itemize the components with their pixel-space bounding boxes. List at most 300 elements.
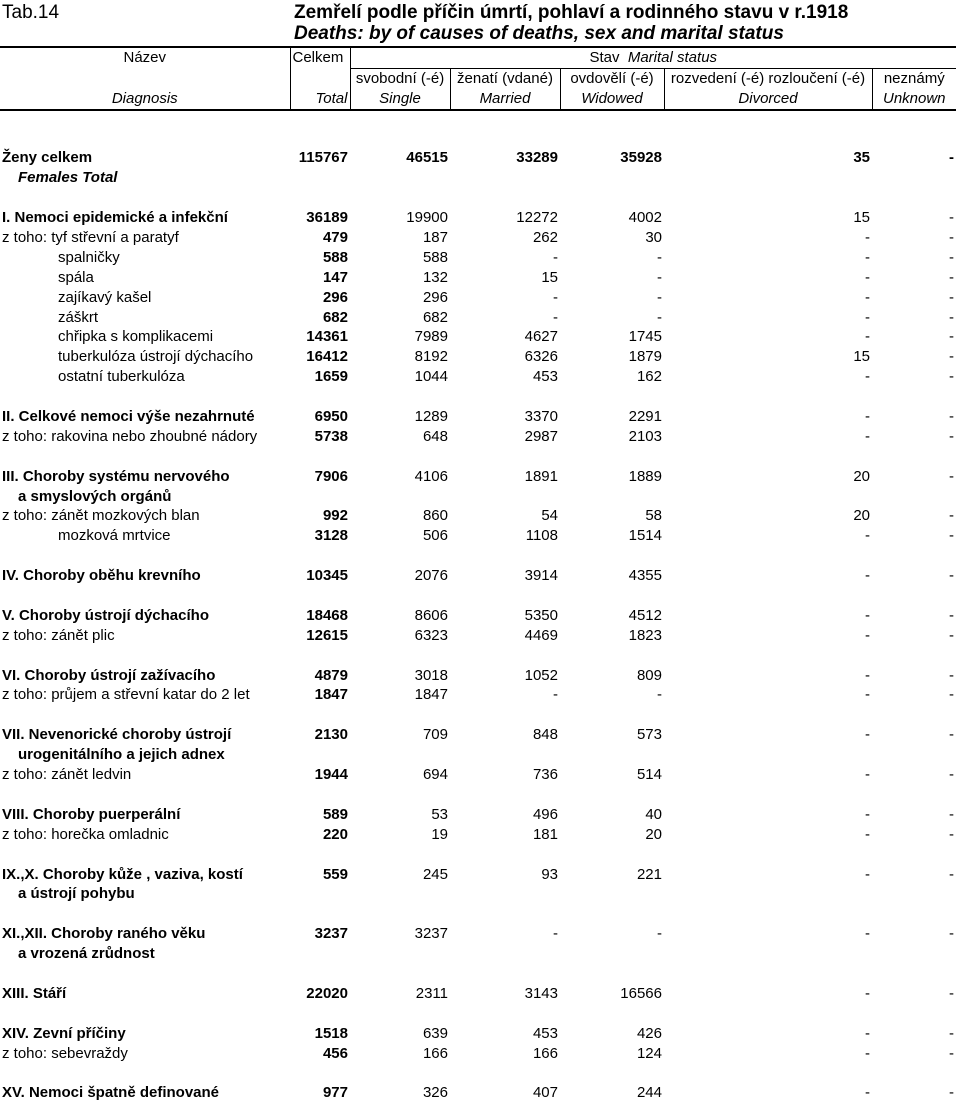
row-label: VIII. Choroby puerperální <box>2 805 181 823</box>
cell-single: 4106 <box>414 467 448 485</box>
cell-unknown: - <box>949 467 954 485</box>
table-row <box>0 307 956 327</box>
cell-married: - <box>553 925 558 943</box>
cell-widowed: 4512 <box>628 606 662 624</box>
header-stav <box>350 47 956 69</box>
cell-divorced <box>664 944 872 964</box>
cell-unknown <box>872 486 956 506</box>
cell-widowed: 2291 <box>628 408 662 426</box>
row-label: a smyslových orgánů <box>18 487 172 505</box>
row-label: tuberkulóza ústrojí dýchacího <box>58 348 254 366</box>
total-row-english <box>0 168 956 188</box>
cell-unknown: - <box>949 984 954 1002</box>
total-value-married: 33289 <box>516 149 558 167</box>
cell-married <box>450 944 560 964</box>
table-row <box>0 884 956 904</box>
cell-unknown: - <box>949 726 954 744</box>
cell-single: 1289 <box>414 408 448 426</box>
cell-unknown: - <box>949 1084 954 1102</box>
cell-widowed: 30 <box>645 229 662 246</box>
table-row <box>0 804 956 824</box>
row-label: a vrozená zrůdnost <box>18 945 155 963</box>
cell-married: 4627 <box>524 328 558 346</box>
cell-divorced: - <box>865 1024 870 1042</box>
cell-total <box>290 486 350 506</box>
cell-single: 296 <box>422 288 448 306</box>
cell-divorced: - <box>865 925 870 943</box>
cell-divorced: 15 <box>853 209 870 227</box>
cell-total: 220 <box>322 825 348 843</box>
row-label: spalničky <box>58 248 120 266</box>
cell-widowed <box>560 745 664 765</box>
cell-married: - <box>553 248 558 266</box>
cell-widowed <box>560 486 664 506</box>
cell-divorced: - <box>865 229 870 246</box>
header-married: Married <box>450 89 560 110</box>
table-number: Tab.14 <box>2 2 60 23</box>
row-label: VI. Choroby ústrojí zažívacího <box>2 666 216 684</box>
cell-divorced: - <box>865 626 870 644</box>
table-row <box>0 983 956 1003</box>
row-label: V. Choroby ústrojí dýchacího <box>2 606 209 624</box>
cell-married: 453 <box>532 1024 558 1042</box>
row-label: IV. Choroby oběhu krevního <box>2 567 201 585</box>
table-row <box>0 665 956 685</box>
header-single: Single <box>350 89 450 110</box>
cell-total: 456 <box>322 1044 348 1062</box>
cell-widowed: 1879 <box>628 348 662 366</box>
cell-divorced: 20 <box>853 467 870 485</box>
cell-total: 10345 <box>306 567 348 585</box>
cell-single: 6323 <box>414 626 448 644</box>
cell-single: 3237 <box>414 925 448 943</box>
total-value-widowed: 35928 <box>620 149 662 167</box>
table-row <box>0 824 956 844</box>
row-label: z toho: průjem a střevní katar do 2 let <box>2 686 250 704</box>
cell-unknown: - <box>949 427 954 445</box>
row-label: IX.,X. Choroby kůže , vaziva, kostí <box>2 865 243 883</box>
cell-married: 848 <box>532 726 558 744</box>
cell-unknown: - <box>949 766 954 784</box>
cell-widowed: - <box>657 248 662 266</box>
cell-married: 5350 <box>524 606 558 624</box>
cell-single: 694 <box>422 766 448 784</box>
cell-widowed: 514 <box>636 766 662 784</box>
cell-married: - <box>553 288 558 306</box>
cell-unknown: - <box>949 865 954 883</box>
spacer-row <box>0 188 956 208</box>
cell-married: 12272 <box>516 209 558 227</box>
cell-divorced: - <box>865 288 870 306</box>
row-label: urogenitálního a jejich adnex <box>18 746 225 764</box>
cell-unknown: - <box>949 308 954 326</box>
cell-unknown <box>872 944 956 964</box>
table-row <box>0 924 956 944</box>
spacer-row <box>0 387 956 407</box>
cell-total: 5738 <box>314 427 348 445</box>
cell-divorced: - <box>865 1044 870 1062</box>
cell-widowed: 221 <box>636 865 662 883</box>
cell-widowed <box>560 944 664 964</box>
cell-widowed: 4355 <box>628 567 662 585</box>
cell-unknown: - <box>949 925 954 943</box>
cell-unknown: - <box>949 686 954 704</box>
cell-unknown: - <box>949 825 954 843</box>
spacer-row <box>0 1063 956 1083</box>
cell-unknown: - <box>949 606 954 624</box>
cell-divorced: - <box>865 328 870 346</box>
table-row <box>0 745 956 765</box>
header-rozvedeni: rozvedení (-é) rozloučení (-é) <box>664 69 872 90</box>
cell-married: - <box>553 686 558 704</box>
cell-widowed: 58 <box>645 507 662 525</box>
cell-total: 589 <box>322 805 348 823</box>
cell-unknown: - <box>949 268 954 286</box>
row-label: z toho: horečka omladnic <box>2 825 169 843</box>
cell-married: 54 <box>541 507 558 525</box>
cell-widowed: - <box>657 288 662 306</box>
cell-widowed: - <box>657 268 662 286</box>
cell-widowed: 16566 <box>620 984 662 1002</box>
cell-divorced: - <box>865 1084 870 1102</box>
row-label: z toho: tyf střevní a paratyf <box>2 229 179 246</box>
table-row <box>0 287 956 307</box>
cell-divorced <box>664 486 872 506</box>
cell-married: 3914 <box>524 567 558 585</box>
table-row <box>0 506 956 526</box>
cell-divorced <box>664 884 872 904</box>
cell-married <box>450 745 560 765</box>
table-row <box>0 426 956 446</box>
cell-single <box>350 944 450 964</box>
title-czech: Zemřelí podle příčin úmrtí, pohlaví a rodinného stavu v r.1918 <box>294 2 849 23</box>
row-label: a ústrojí pohybu <box>18 885 135 903</box>
cell-total: 588 <box>322 248 348 266</box>
cell-single: 19900 <box>406 209 448 227</box>
cell-divorced: - <box>865 427 870 445</box>
cell-single: 506 <box>422 527 448 545</box>
spacer-row <box>0 645 956 665</box>
row-label: ostatní tuberkulóza <box>58 368 185 386</box>
cell-total: 559 <box>322 865 348 883</box>
header-stav-cz: Stav <box>589 49 620 66</box>
cell-married: 2987 <box>524 427 558 445</box>
row-label: spála <box>58 268 94 286</box>
total-label-english: Females Total <box>18 169 118 187</box>
spacer-row <box>0 1003 956 1023</box>
cell-divorced: - <box>865 825 870 843</box>
cell-total <box>290 884 350 904</box>
row-label: mozková mrtvice <box>58 527 171 545</box>
cell-divorced: - <box>865 268 870 286</box>
table-row <box>0 944 956 964</box>
header-total: Total <box>290 89 350 110</box>
table-row <box>0 1023 956 1043</box>
cell-widowed: 4002 <box>628 209 662 227</box>
spacer-row <box>0 546 956 566</box>
cell-total: 2130 <box>314 726 348 744</box>
cell-widowed: 162 <box>636 368 662 386</box>
cell-single: 8606 <box>414 606 448 624</box>
cell-unknown <box>872 745 956 765</box>
row-label: XIV. Zevní příčiny <box>2 1024 126 1042</box>
cell-widowed: 426 <box>636 1024 662 1042</box>
header-divorced: Divorced <box>664 89 872 110</box>
row-label: VII. Nevenorické choroby ústrojí <box>2 726 232 744</box>
total-value-single: 46515 <box>406 149 448 167</box>
cell-widowed: 1823 <box>628 626 662 644</box>
header-diagnosis: Diagnosis <box>111 90 178 107</box>
cell-unknown: - <box>949 229 954 246</box>
cell-unknown: - <box>949 328 954 346</box>
spacer-row <box>0 904 956 924</box>
cell-total: 12615 <box>306 626 348 644</box>
header-svobodni: svobodní (-é) <box>350 69 450 90</box>
cell-single: 53 <box>431 805 448 823</box>
cell-total: 18468 <box>306 606 348 624</box>
cell-single: 2076 <box>414 567 448 585</box>
row-label: z toho: zánět ledvin <box>2 766 132 784</box>
table-row <box>0 247 956 267</box>
cell-total: 147 <box>322 268 348 286</box>
header-widowed: Widowed <box>560 89 664 110</box>
cell-single: 588 <box>422 248 448 266</box>
table-row <box>0 864 956 884</box>
cell-total: 16412 <box>306 348 348 366</box>
cell-married: 3370 <box>524 408 558 426</box>
row-label: z toho: sebevraždy <box>2 1044 128 1062</box>
cell-widowed: - <box>657 308 662 326</box>
table-row <box>0 267 956 287</box>
cell-married: 6326 <box>524 348 558 366</box>
table-row <box>0 486 956 506</box>
cell-widowed: - <box>657 925 662 943</box>
cell-single: 1044 <box>414 368 448 386</box>
cell-divorced: 15 <box>853 348 870 366</box>
cell-total: 479 <box>322 229 348 246</box>
cell-single: 19 <box>431 825 448 843</box>
cell-married: 407 <box>532 1084 558 1102</box>
cell-married: 4469 <box>524 626 558 644</box>
table-row <box>0 605 956 625</box>
cell-unknown: - <box>949 348 954 366</box>
cell-divorced: - <box>865 368 870 386</box>
cell-widowed: 40 <box>645 805 662 823</box>
cell-total: 7906 <box>314 467 348 485</box>
cell-married: 1891 <box>524 467 558 485</box>
cell-married <box>450 486 560 506</box>
cell-single: 648 <box>422 427 448 445</box>
cell-widowed: 20 <box>645 825 662 843</box>
cell-single: 682 <box>422 308 448 326</box>
cell-divorced: - <box>865 248 870 266</box>
cell-divorced: - <box>865 666 870 684</box>
cell-unknown: - <box>949 209 954 227</box>
table-row <box>0 526 956 546</box>
cell-married <box>450 884 560 904</box>
cell-single: 860 <box>422 507 448 525</box>
cell-divorced: - <box>865 805 870 823</box>
row-label: XIII. Stáří <box>2 984 67 1002</box>
cell-divorced: - <box>865 686 870 704</box>
cell-married: 736 <box>532 766 558 784</box>
cell-single: 709 <box>422 726 448 744</box>
table-row <box>0 407 956 427</box>
cell-unknown: - <box>949 626 954 644</box>
cell-unknown: - <box>949 507 954 525</box>
cell-married: - <box>553 308 558 326</box>
cell-single <box>350 745 450 765</box>
spacer-row <box>0 586 956 606</box>
total-value-divorced: 35 <box>853 149 870 167</box>
total-row <box>0 148 956 168</box>
cell-widowed: 809 <box>636 666 662 684</box>
cell-divorced: - <box>865 408 870 426</box>
table-row <box>0 228 956 248</box>
row-label: z toho: zánět mozkových blan <box>2 507 200 525</box>
cell-total: 1944 <box>314 766 348 784</box>
cell-married: 181 <box>532 825 558 843</box>
table-row <box>0 208 956 228</box>
row-label: I. Nemoci epidemické a infekční <box>2 209 228 227</box>
cell-widowed: 2103 <box>628 427 662 445</box>
cell-divorced: - <box>865 527 870 545</box>
cell-unknown: - <box>949 248 954 266</box>
spacer-row <box>0 446 956 466</box>
spacer-row <box>0 964 956 984</box>
cell-divorced: - <box>865 606 870 624</box>
row-label: XV. Nemoci špatně definované <box>2 1084 220 1102</box>
table-row <box>0 765 956 785</box>
column-header <box>0 46 956 111</box>
table-row <box>0 1083 956 1103</box>
cell-unknown: - <box>949 527 954 545</box>
cell-total: 1518 <box>314 1024 348 1042</box>
cell-divorced: - <box>865 984 870 1002</box>
cell-single <box>350 884 450 904</box>
cell-total: 3128 <box>314 527 348 545</box>
cell-unknown: - <box>949 288 954 306</box>
row-label: z toho: rakovina nebo zhoubné nádory <box>2 427 258 445</box>
cell-widowed: 1889 <box>628 467 662 485</box>
cell-divorced: - <box>865 766 870 784</box>
cell-single: 639 <box>422 1024 448 1042</box>
cell-unknown: - <box>949 666 954 684</box>
cell-single: 1847 <box>414 686 448 704</box>
header-neznamy: neznámý <box>872 69 956 90</box>
header-unknown: Unknown <box>872 89 956 110</box>
cell-married: 15 <box>541 268 558 286</box>
cell-single: 8192 <box>414 348 448 366</box>
cell-married: 1052 <box>524 666 558 684</box>
cell-single: 245 <box>422 865 448 883</box>
cell-single: 2311 <box>415 984 448 1002</box>
cell-unknown <box>872 884 956 904</box>
cell-widowed: 573 <box>636 726 662 744</box>
cell-unknown: - <box>949 805 954 823</box>
cell-married: 262 <box>532 229 558 246</box>
header-zenati: ženatí (vdané) <box>450 69 560 90</box>
header-marital-status: Marital status <box>627 49 718 66</box>
cell-widowed: 1745 <box>628 328 662 346</box>
cell-married: 496 <box>532 805 558 823</box>
cell-widowed: 1514 <box>628 527 662 545</box>
header-celkem: Celkem <box>290 47 350 69</box>
cell-divorced: - <box>865 567 870 585</box>
cell-divorced: 20 <box>853 507 870 525</box>
cell-single <box>350 486 450 506</box>
row-label: XI.,XII. Choroby raného věku <box>2 925 206 943</box>
cell-married: 453 <box>532 368 558 386</box>
cell-total: 6950 <box>314 408 348 426</box>
cell-single: 7989 <box>414 328 448 346</box>
title-english: Deaths: by of causes of deaths, sex and marital status <box>294 23 784 44</box>
cell-single: 132 <box>422 268 448 286</box>
header-nazev: Název <box>123 49 167 67</box>
data-table <box>0 148 956 1103</box>
cell-total: 36189 <box>306 209 348 227</box>
cell-widowed: 244 <box>636 1084 662 1102</box>
cell-unknown: - <box>949 1024 954 1042</box>
cell-total <box>290 944 350 964</box>
row-label: záškrt <box>58 308 99 326</box>
table-row <box>0 625 956 645</box>
total-label: Ženy celkem <box>2 149 93 167</box>
spacer-row <box>0 844 956 864</box>
cell-married: 93 <box>541 865 558 883</box>
cell-single: 187 <box>422 229 448 246</box>
cell-unknown: - <box>949 368 954 386</box>
cell-total: 1847 <box>314 686 348 704</box>
cell-unknown: - <box>949 408 954 426</box>
table-row <box>0 327 956 347</box>
cell-married: 1108 <box>525 527 558 545</box>
row-label: zajíkavý kašel <box>58 288 152 306</box>
cell-unknown: - <box>949 567 954 585</box>
cell-widowed: - <box>657 686 662 704</box>
table-row <box>0 1043 956 1063</box>
cell-single: 3018 <box>414 666 448 684</box>
cell-married: 166 <box>532 1044 558 1062</box>
cell-total: 22020 <box>306 984 348 1002</box>
table-row <box>0 367 956 387</box>
spacer-row <box>0 705 956 725</box>
total-value-total: 115767 <box>298 149 348 167</box>
cell-total: 296 <box>322 288 348 306</box>
row-label: II. Celkové nemoci výše nezahrnuté <box>2 408 255 426</box>
cell-total: 1659 <box>314 368 348 386</box>
cell-total: 14361 <box>306 328 348 346</box>
cell-divorced: - <box>865 865 870 883</box>
table-row <box>0 466 956 486</box>
cell-total: 977 <box>322 1084 348 1102</box>
table-row <box>0 725 956 745</box>
table-row <box>0 685 956 705</box>
total-value-unknown: - <box>949 149 954 167</box>
cell-divorced: - <box>865 308 870 326</box>
cell-total: 3237 <box>314 925 348 943</box>
cell-widowed <box>560 884 664 904</box>
cell-single: 166 <box>422 1044 448 1062</box>
cell-married: 3143 <box>524 984 558 1002</box>
table-row <box>0 566 956 586</box>
cell-total: 992 <box>322 507 348 525</box>
table-row <box>0 347 956 367</box>
cell-total <box>290 745 350 765</box>
spacer-row <box>0 785 956 805</box>
header-ovdoveli: ovdovělí (-é) <box>560 69 664 90</box>
cell-divorced <box>664 745 872 765</box>
